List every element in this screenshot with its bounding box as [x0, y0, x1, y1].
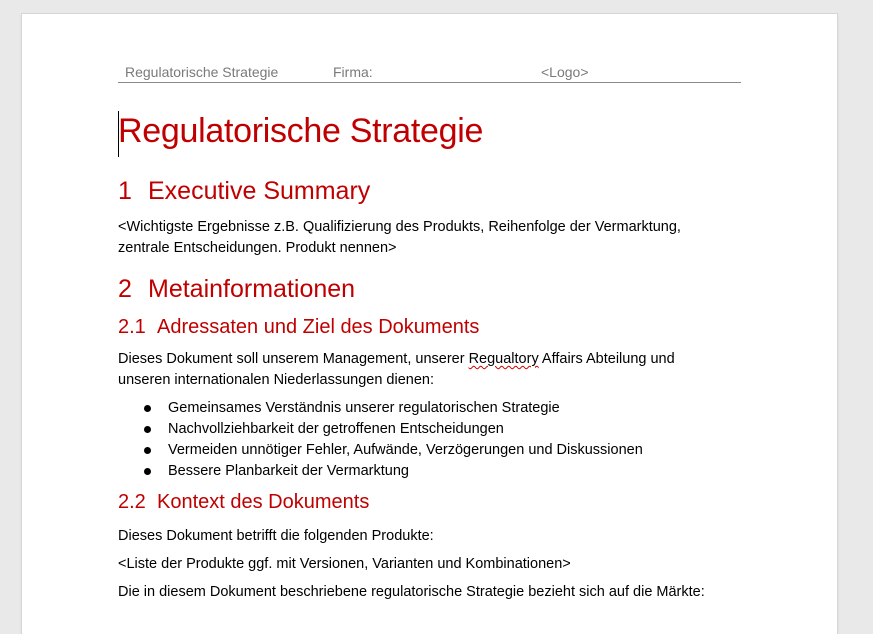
- bullet-icon: [144, 426, 151, 433]
- list-item: [118, 398, 643, 419]
- heading-number: 2: [118, 275, 132, 303]
- bullet-icon: [144, 468, 151, 475]
- list-item: [118, 440, 643, 461]
- document-page[interactable]: [22, 14, 837, 634]
- paragraph-line: zentrale Entscheidungen. Produkt nennen>: [118, 240, 397, 256]
- page-header[interactable]: [118, 64, 741, 83]
- paragraph-kontext-1: Dieses Dokument betrifft die folgenden Produkte:: [118, 528, 434, 544]
- paragraph-kontext-3: Die in diesem Dokument beschriebene regulatorische Strategie bezieht sich auf die Märkte:: [118, 584, 705, 600]
- text-run: Dieses Dokument soll unserem Management, unserer: [118, 351, 469, 367]
- paragraph-line: <Wichtigste Ergebnisse z.B. Qualifizierung des Produkts, Reihenfolge der Vermarktung,: [118, 219, 681, 235]
- heading-text: Kontext des Dokuments: [157, 491, 370, 513]
- paragraph-adressaten: [118, 349, 741, 391]
- paragraph-line: unseren internationalen Niederlassungen dienen:: [118, 372, 435, 388]
- list-item-text: Vermeiden unnötiger Fehler, Aufwände, Verzögerungen und Diskussionen: [168, 442, 643, 458]
- header-firma-label: Firma:: [333, 64, 373, 80]
- list-item-text: Bessere Planbarkeit der Vermarktung: [168, 463, 409, 479]
- list-item: [118, 419, 643, 440]
- bullet-icon: [144, 447, 151, 454]
- misspelled-word[interactable]: Regualtory: [468, 351, 539, 367]
- bullet-icon: [144, 405, 151, 412]
- document-title: Regulatorische Strategie: [118, 112, 484, 150]
- header-logo-placeholder: <Logo>: [541, 64, 589, 80]
- list-item-text: Nachvollziehbarkeit der getroffenen Entscheidungen: [168, 421, 504, 437]
- heading-adressaten: [118, 316, 479, 339]
- heading-text: Executive Summary: [148, 177, 371, 205]
- text-run: Affairs Abteilung und: [538, 351, 675, 367]
- heading-number: 2.2: [118, 491, 146, 513]
- paragraph-line: [118, 349, 741, 370]
- heading-text: Metainformationen: [148, 275, 356, 303]
- heading-executive-summary: [118, 177, 370, 206]
- heading-number: 2.1: [118, 316, 146, 338]
- list-item-text: Gemeinsames Verständnis unserer regulatorischen Strategie: [168, 400, 560, 416]
- heading-number: 1: [118, 177, 132, 205]
- list-item: [118, 461, 643, 482]
- paragraph-kontext-2: <Liste der Produkte ggf. mit Versionen, Varianten und Kombinationen>: [118, 556, 571, 572]
- heading-text: Adressaten und Ziel des Dokuments: [157, 316, 480, 338]
- heading-metainformationen: [118, 275, 355, 304]
- bullet-list: [118, 398, 643, 482]
- paragraph-executive-summary: [118, 217, 741, 259]
- heading-kontext: [118, 491, 369, 514]
- header-title: Regulatorische Strategie: [125, 64, 279, 80]
